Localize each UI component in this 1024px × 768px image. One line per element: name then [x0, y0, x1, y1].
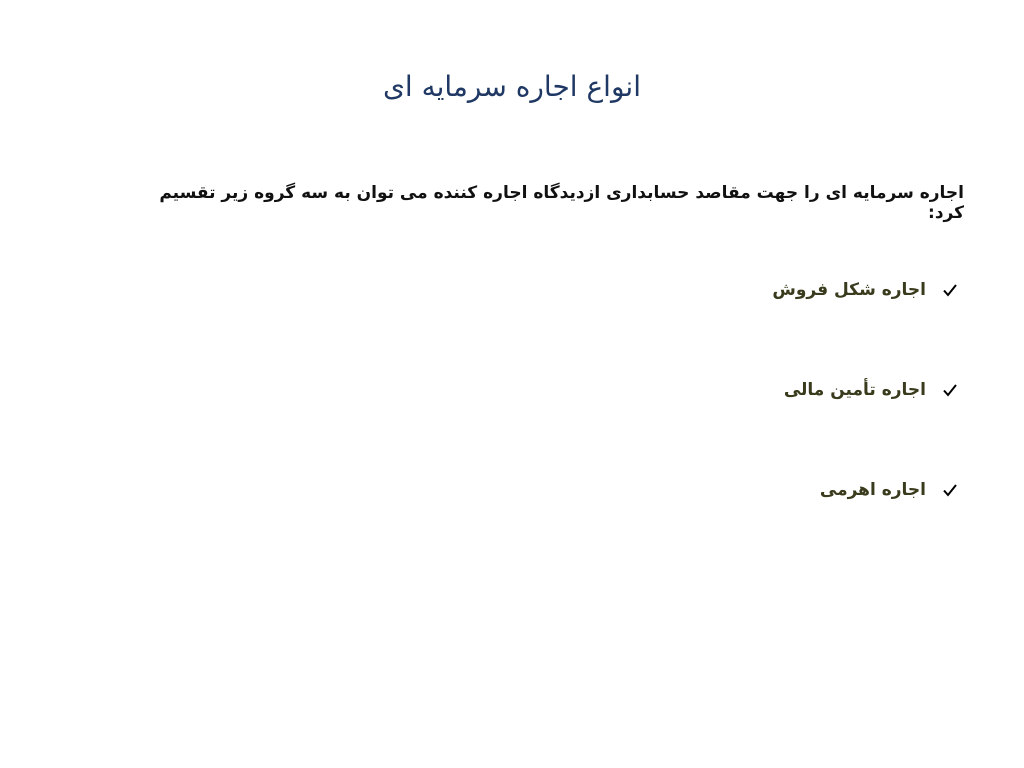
bullet-item — [558, 268, 958, 312]
intro-paragraph: اجاره سرمایه ای را جهت مقاصد حسابداری ازدیدگاه اجاره کننده می توان به سه گروه زیر تقسیم کرد: — [159, 183, 964, 223]
slide-title: انواع اجاره سرمایه ای — [383, 70, 641, 103]
checkmark-icon — [942, 482, 958, 498]
bullet-label: اجاره شکل فروش — [772, 280, 926, 300]
bullet-label: اجاره اهرمی — [819, 480, 926, 500]
bullet-item — [558, 468, 958, 512]
bullet-item — [558, 368, 958, 412]
bullet-list — [558, 268, 958, 568]
bullet-label: اجاره تأمین مالی — [783, 380, 926, 400]
checkmark-icon — [942, 282, 958, 298]
checkmark-icon — [942, 382, 958, 398]
